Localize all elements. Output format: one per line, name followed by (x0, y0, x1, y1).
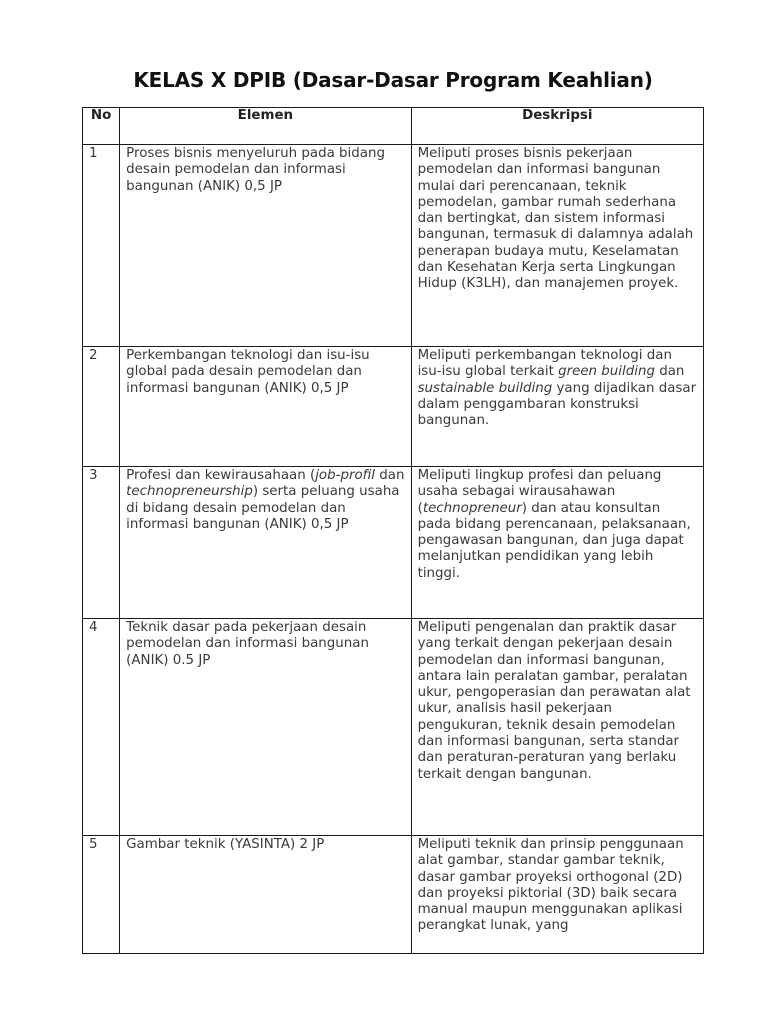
table-header-row (83, 108, 704, 145)
cell-no: 4 (83, 619, 120, 836)
cell-no: 1 (83, 145, 120, 347)
text-segment: yang dijadikan dasar dalam penggambaran konstruksi bangunan. (417, 380, 697, 429)
text-segment: Meliputi lingkup profesi dan peluang usaha sebagai wirausahawan ( (417, 468, 662, 516)
text-segment: Meliputi perkembangan teknologi dan isu-isu global terkait (417, 348, 672, 380)
italic-term: job-profil (315, 468, 376, 483)
header-deskripsi: Deskripsi (411, 108, 703, 145)
cell-deskripsi-text (418, 837, 697, 950)
table-row (83, 467, 704, 619)
table-row (83, 836, 704, 954)
text-segment: ) serta peluang usaha di bidang desain pemodelan dan informasi bangunan (ANIK) 0,5 JP (126, 484, 400, 532)
italic-term: green building (558, 364, 655, 380)
text-segment: Meliputi pengenalan dan praktik dasar yang terkait dengan pekerjaan desain pemodelan dan informasi bangunan, antara lain peralatan gambar, peralatan ukur, pengoperasian dan perawatan alat ukur, analisis hasil pekerjaan pengukuran, teknik desain pemodelan dan informasi bangunan, serta standar dan peraturan-peraturan yang berlaku terkait dengan bangunan. (417, 620, 691, 782)
cell-deskripsi (411, 467, 703, 619)
cell-elemen: Proses bisnis menyeluruh pada bidang desain pemodelan dan informasi bangunan (ANIK) 0,5 JP (120, 145, 411, 347)
header-elemen: Elemen (120, 108, 411, 145)
table-row (83, 145, 704, 347)
text-segment: Profesi dan kewirausahaan ( (126, 468, 316, 483)
cell-no: 5 (83, 836, 120, 954)
italic-term: technopreneurship (126, 484, 253, 500)
table-row (83, 347, 704, 467)
cell-no: 2 (83, 347, 120, 467)
cell-deskripsi (411, 836, 703, 954)
cell-no: 3 (83, 467, 120, 619)
text-segment: dan (375, 468, 405, 483)
cell-elemen (120, 467, 411, 619)
cell-deskripsi (411, 145, 703, 347)
table-row (83, 619, 704, 836)
text-segment: Meliputi proses bisnis pekerjaan pemodelan dan informasi bangunan mulai dari perencanaan, teknik pemodelan, gambar rumah sederhana dan bertingkat, dan sistem informasi bangunan, termasuk di dalamnya adalah penerapan budaya mutu, Keselamatan dan Kesehatan Kerja serta Lingkungan Hidup (K3LH), dan manajemen proyek. (417, 146, 694, 292)
text-segment: Meliputi teknik dan prinsip penggunaan alat gambar, standar gambar teknik, dasar gambar proyeksi orthogonal (2D) dan proyeksi piktorial (3D) baik secara manual maupun menggunakan aplikasi perangkat lunak, yang (417, 837, 684, 934)
curriculum-table (82, 107, 704, 954)
cell-deskripsi (411, 619, 703, 836)
italic-term: technopreneur (422, 500, 522, 516)
cell-elemen: Gambar teknik (YASINTA) 2 JP (120, 836, 411, 954)
text-segment: ) dan atau konsultan pada bidang perencanaan, pelaksanaan, pengawasan bangunan, dan juga dapat melanjutkan pendidikan yang lebih tinggi. (417, 500, 691, 581)
header-no: No (83, 108, 120, 145)
cell-elemen: Perkembangan teknologi dan isu-isu global pada desain pemodelan dan informasi bangunan (ANIK) 0,5 JP (120, 347, 411, 467)
page-title: KELAS X DPIB (Dasar-Dasar Program Keahlian) (133, 68, 653, 92)
cell-deskripsi (411, 347, 703, 467)
italic-term: sustainable building (417, 380, 553, 396)
cell-elemen: Teknik dasar pada pekerjaan desain pemodelan dan informasi bangunan (ANIK) 0.5 JP (120, 619, 411, 836)
text-segment: dan (654, 364, 685, 380)
